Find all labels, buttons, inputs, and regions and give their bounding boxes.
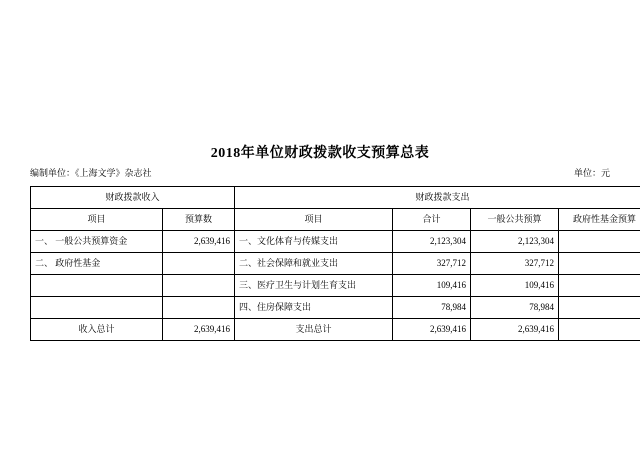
cell-income-budget — [163, 275, 235, 297]
cell-exp-fund-total-value — [559, 319, 640, 341]
table-group-header-row — [31, 187, 640, 209]
cell-exp-public: 109,416 — [471, 275, 559, 297]
cell-exp-item: 一、文化体育与传媒支出 — [235, 231, 393, 253]
table-row — [31, 275, 640, 297]
document-meta — [30, 166, 610, 180]
table-column-header-row — [31, 209, 640, 231]
column-header-exp-total: 合计 — [393, 209, 471, 231]
cell-exp-item: 三、医疗卫生与计划生育支出 — [235, 275, 393, 297]
column-header-exp-fund: 政府性基金预算 — [559, 209, 640, 231]
cell-exp-item: 四、住房保障支出 — [235, 297, 393, 319]
cell-income-item — [31, 297, 163, 319]
cell-income-item — [31, 275, 163, 297]
cell-income-budget — [163, 253, 235, 275]
table-row — [31, 231, 640, 253]
cell-exp-fund — [559, 275, 640, 297]
cell-income-budget — [163, 297, 235, 319]
column-header-income-item: 项目 — [31, 209, 163, 231]
cell-exp-total-value: 2,639,416 — [393, 319, 471, 341]
group-header-expenditure: 财政拨款支出 — [235, 187, 640, 209]
cell-exp-total-label: 支出总计 — [235, 319, 393, 341]
cell-exp-total: 327,712 — [393, 253, 471, 275]
column-header-exp-public: 一般公共预算 — [471, 209, 559, 231]
cell-exp-public: 327,712 — [471, 253, 559, 275]
cell-income-item: 二、 政府性基金 — [31, 253, 163, 275]
group-header-income: 财政拨款收入 — [31, 187, 235, 209]
cell-income-budget: 2,639,416 — [163, 231, 235, 253]
cell-exp-fund — [559, 253, 640, 275]
page-title: 2018年单位财政拨款收支预算总表 — [210, 146, 430, 161]
table-row — [31, 253, 640, 275]
currency-unit-label: 单位：元 — [573, 168, 610, 178]
cell-exp-fund — [559, 231, 640, 253]
cell-income-total-value: 2,639,416 — [163, 319, 235, 341]
cell-exp-total: 2,123,304 — [393, 231, 471, 253]
table-row — [31, 297, 640, 319]
cell-income-item: 一、 一般公共预算资金 — [31, 231, 163, 253]
budget-table — [30, 186, 640, 341]
column-header-exp-item: 项目 — [235, 209, 393, 231]
compiler-unit-label: 编制单位：《上海文学》杂志社 — [30, 168, 152, 178]
cell-exp-public: 2,123,304 — [471, 231, 559, 253]
column-header-income-budget: 预算数 — [163, 209, 235, 231]
cell-exp-total: 78,984 — [393, 297, 471, 319]
cell-exp-item: 二、社会保障和就业支出 — [235, 253, 393, 275]
cell-exp-public: 78,984 — [471, 297, 559, 319]
cell-exp-fund — [559, 297, 640, 319]
table-total-row — [31, 319, 640, 341]
cell-income-total-label: 收入总计 — [31, 319, 163, 341]
cell-exp-public-total-value: 2,639,416 — [471, 319, 559, 341]
cell-exp-total: 109,416 — [393, 275, 471, 297]
